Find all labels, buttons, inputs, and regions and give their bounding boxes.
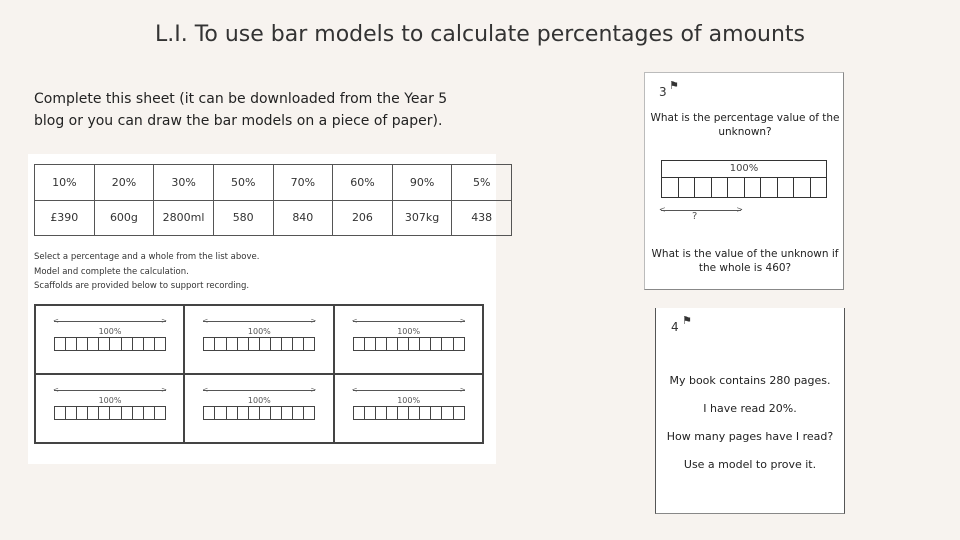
bar-segment [454,407,464,419]
bar-segment [293,338,304,350]
bar-segment [442,338,453,350]
bar-segment [144,407,155,419]
intro-line-1: Complete this sheet (it can be downloaded from the Year 5 [34,91,448,107]
bar-segment [155,338,165,350]
bar-segment [365,407,376,419]
bar-whole-label: 100% [98,396,122,405]
bar-segment [133,338,144,350]
whole-row [35,200,512,236]
bar-segment [778,178,795,197]
bar-segment [238,338,249,350]
bar-segment [215,407,226,419]
bar-segment [133,407,144,419]
bar-model-cell [35,305,184,374]
bar-segment [354,407,365,419]
bar-whole-label: 100% [98,327,122,336]
instruction-line: Select a percentage and a whole from the list above. [34,252,260,262]
bar-segment [122,338,133,350]
bar-whole-label: 100% [247,327,271,336]
bar-segment [761,178,778,197]
whole-arrow: < > [351,317,466,325]
intro-text [34,88,484,132]
percent-cell: 90% [392,165,452,201]
bar-segments [203,337,315,351]
bar-whole-label: 100% [397,396,421,405]
bar-segment [99,338,110,350]
model-instruction-text: Use a model to prove it. [683,458,817,471]
bar-model [661,160,827,198]
unknown-marker: ? [692,211,698,222]
bar-segment [88,407,99,419]
question-line: What is the value of the unknown if [651,248,839,260]
bar-segments [662,178,826,197]
bar-segment [376,407,387,419]
percentage-row [35,165,512,201]
bar-segment [387,407,398,419]
bar-whole-label: 100% [397,327,421,336]
instruction-line: Model and complete the calculation. [34,266,189,277]
bar-segment [204,407,215,419]
worksheet [28,154,496,464]
bar-model-cell [184,305,333,374]
flag-icon: ⚑ [682,314,692,327]
bar-segment [204,338,215,350]
bar-segment [293,407,304,419]
bar-model-cell [184,374,333,443]
percent-cell: 20% [94,165,154,201]
bar-model [54,387,166,420]
whole-cell: 307kg [392,200,452,236]
flag-icon: ⚑ [669,79,679,92]
bar-segment [144,338,155,350]
read-percent-text: I have read 20%. [703,402,797,415]
bar-segment [354,338,365,350]
question-number: 3 [659,85,667,99]
percent-cell: 50% [213,165,273,201]
bar-segment [238,407,249,419]
bar-segment [431,338,442,350]
percent-cell: 30% [154,165,214,201]
whole-cell: 580 [213,200,273,236]
bar-segment [409,338,420,350]
bar-segment [110,338,121,350]
bar-model [203,318,315,351]
question-card-3 [644,72,844,290]
percent-cell: 5% [452,165,512,201]
bar-segments [54,337,166,351]
bar-segment [227,407,238,419]
bar-segment [55,407,66,419]
bar-segment [420,407,431,419]
whole-cell: 206 [333,200,393,236]
bar-segment [712,178,729,197]
bar-model-cell [334,374,483,443]
bar-segment [454,338,464,350]
bar-segment [745,178,762,197]
bar-model-cell [334,305,483,374]
bar-segment [662,178,679,197]
bar-segment [365,338,376,350]
bar-segment [431,407,442,419]
bar-model [353,387,465,420]
percent-cell: 60% [333,165,393,201]
bar-segment [77,338,88,350]
whole-arrow: < > [202,386,317,394]
bar-segment [66,407,77,419]
bar-segment [304,407,314,419]
bar-segment [249,338,260,350]
instruction-line: Scaffolds are provided below to support recording. [34,281,250,291]
unknown-arrow: < > [659,205,743,214]
bar-segment [387,338,398,350]
bar-segment [409,407,420,419]
slide-title: L.I. To use bar models to calculate percentages of amounts [154,22,806,47]
bar-segment [55,338,66,350]
bar-model [353,318,465,351]
percent-cell: 10% [35,165,95,201]
bar-segments [54,406,166,420]
bar-segment [398,338,409,350]
book-pages-text: My book contains 280 pages. [669,374,831,387]
bar-segment [695,178,712,197]
question-value-unknown [649,247,841,275]
percent-cell: 70% [273,165,333,201]
bar-segment [155,407,165,419]
bar-segment [728,178,745,197]
bar-segment [794,178,811,197]
bar-segment [66,338,77,350]
bar-segment [77,407,88,419]
bar-segments [203,406,315,420]
whole-cell: 840 [273,200,333,236]
whole-arrow: < > [53,317,167,325]
whole-arrow: < > [351,386,466,394]
bar-segment [271,407,282,419]
whole-arrow: < > [202,317,317,325]
bar-segment [227,338,238,350]
bar-model [54,318,166,351]
bar-segment [282,407,293,419]
bar-model-grid [34,304,484,444]
bar-segment [260,407,271,419]
intro-line-2: blog or you can draw the bar models on a piece of paper). [34,113,443,129]
bar-segment [215,338,226,350]
bar-segment [811,178,827,197]
bar-segment [99,407,110,419]
question-number: 4 [671,320,679,334]
bar-segments [353,337,465,351]
bar-segment [249,407,260,419]
worksheet-instructions [34,250,259,294]
percentage-table [34,164,512,236]
question-line: the whole is 460? [698,262,792,274]
whole-cell: 600g [94,200,154,236]
bar-segment [260,338,271,350]
bar-segment [420,338,431,350]
bar-model [203,387,315,420]
question-percentage-value: What is the percentage value of the unknown? [650,112,840,138]
bar-segment [271,338,282,350]
bar-segment [88,338,99,350]
question-card-4 [655,308,845,514]
bar-segments [353,406,465,420]
question-text: How many pages have I read? [666,430,834,443]
whole-cell: 2800ml [154,200,214,236]
bar-whole-label: 100% [247,396,271,405]
bar-whole-label: 100% [662,163,826,178]
bar-segment [122,407,133,419]
bar-segment [442,407,453,419]
whole-arrow: < > [53,386,167,394]
bar-segment [679,178,696,197]
bar-model-cell [35,374,184,443]
bar-segment [376,338,387,350]
whole-cell: 438 [452,200,512,236]
bar-segment [110,407,121,419]
bar-segment [304,338,314,350]
whole-cell: £390 [35,200,95,236]
bar-segment [398,407,409,419]
bar-segment [282,338,293,350]
